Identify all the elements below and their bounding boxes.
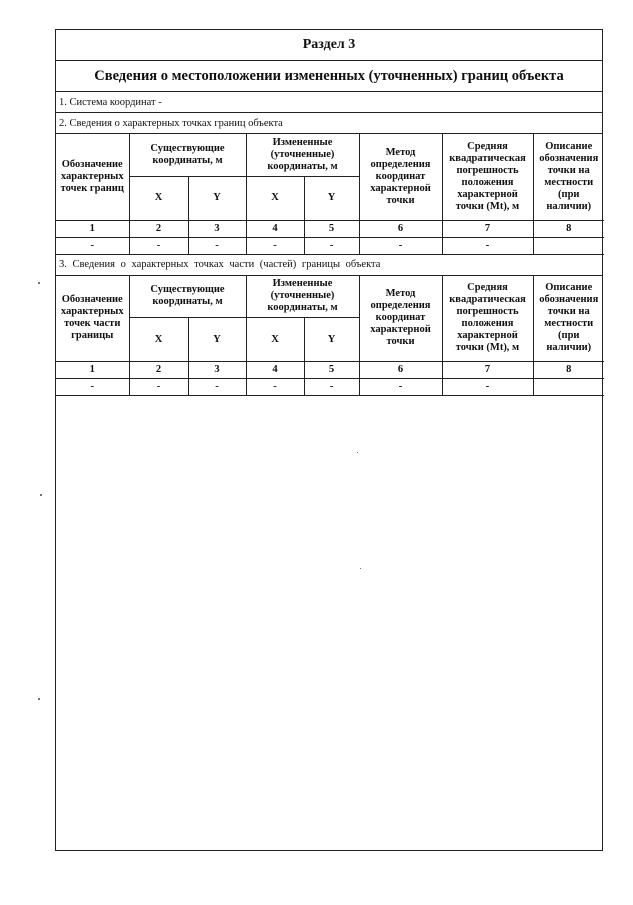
table-cell: -	[246, 237, 304, 254]
header-changed-x: X	[246, 318, 304, 362]
section-title: Раздел 3	[56, 30, 602, 61]
table-cell: -	[129, 379, 188, 396]
table-number-row	[56, 362, 604, 379]
header-existing-coords: Существующие координаты, м	[129, 134, 246, 176]
table-cell: -	[188, 237, 246, 254]
part3-table	[56, 276, 604, 397]
col-number: 1	[56, 220, 129, 237]
header-existing-coords: Существующие координаты, м	[129, 276, 246, 318]
col-number: 8	[533, 362, 604, 379]
header-designation: Обозначение характерных точек части границы	[56, 276, 129, 362]
form-frame	[55, 29, 603, 851]
table-cell	[533, 237, 604, 254]
header-existing-x: X	[129, 318, 188, 362]
col-number: 7	[442, 220, 533, 237]
table-cell: -	[442, 237, 533, 254]
header-existing-y: Y	[188, 318, 246, 362]
header-method: Метод определения координат характерной точки	[359, 276, 442, 362]
form-heading: Сведения о местоположении измененных (уточненных) границ объекта	[56, 61, 602, 92]
part2-title: 2. Сведения о характерных точках границ объекта	[56, 113, 602, 134]
col-number: 6	[359, 220, 442, 237]
header-error: Средняя квадратическая погрешность положения характерной точки (Mt), м	[442, 134, 533, 220]
table-cell: -	[246, 379, 304, 396]
header-existing-y: Y	[188, 176, 246, 220]
part2-table	[56, 134, 604, 255]
col-number: 4	[246, 220, 304, 237]
header-description: Описание обозначения точки на местности (при наличии)	[533, 276, 604, 362]
table-cell: -	[56, 237, 129, 254]
col-number: 4	[246, 362, 304, 379]
table-cell: -	[129, 237, 188, 254]
header-changed-y: Y	[304, 176, 359, 220]
col-number: 5	[304, 362, 359, 379]
header-method: Метод определения координат характерной точки	[359, 134, 442, 220]
table-cell: -	[442, 379, 533, 396]
table-row	[56, 379, 604, 396]
header-description: Описание обозначения точки на местности (при наличии)	[533, 134, 604, 220]
col-number: 2	[129, 220, 188, 237]
col-number: 6	[359, 362, 442, 379]
header-changed-coords: Измененные (уточненные) координаты, м	[246, 134, 359, 176]
col-number: 7	[442, 362, 533, 379]
header-existing-x: X	[129, 176, 188, 220]
col-number: 5	[304, 220, 359, 237]
col-number: 3	[188, 220, 246, 237]
col-number: 3	[188, 362, 246, 379]
col-number: 8	[533, 220, 604, 237]
table-cell: -	[188, 379, 246, 396]
table-number-row	[56, 220, 604, 237]
header-designation: Обозначение характерных точек границ	[56, 134, 129, 220]
header-error: Средняя квадратическая погрешность положения характерной точки (Mt), м	[442, 276, 533, 362]
table-cell: -	[359, 237, 442, 254]
col-number: 1	[56, 362, 129, 379]
col-number: 2	[129, 362, 188, 379]
table-cell: -	[304, 237, 359, 254]
table-cell	[533, 379, 604, 396]
header-changed-coords: Измененные (уточненные) координаты, м	[246, 276, 359, 318]
table-cell: -	[304, 379, 359, 396]
table-cell: -	[359, 379, 442, 396]
part3-title: 3. Сведения о характерных точках части (частей) границы объекта	[56, 255, 602, 276]
coord-system-line: 1. Система координат -	[56, 92, 602, 113]
header-changed-y: Y	[304, 318, 359, 362]
table-row	[56, 237, 604, 254]
table-cell: -	[56, 379, 129, 396]
header-changed-x: X	[246, 176, 304, 220]
